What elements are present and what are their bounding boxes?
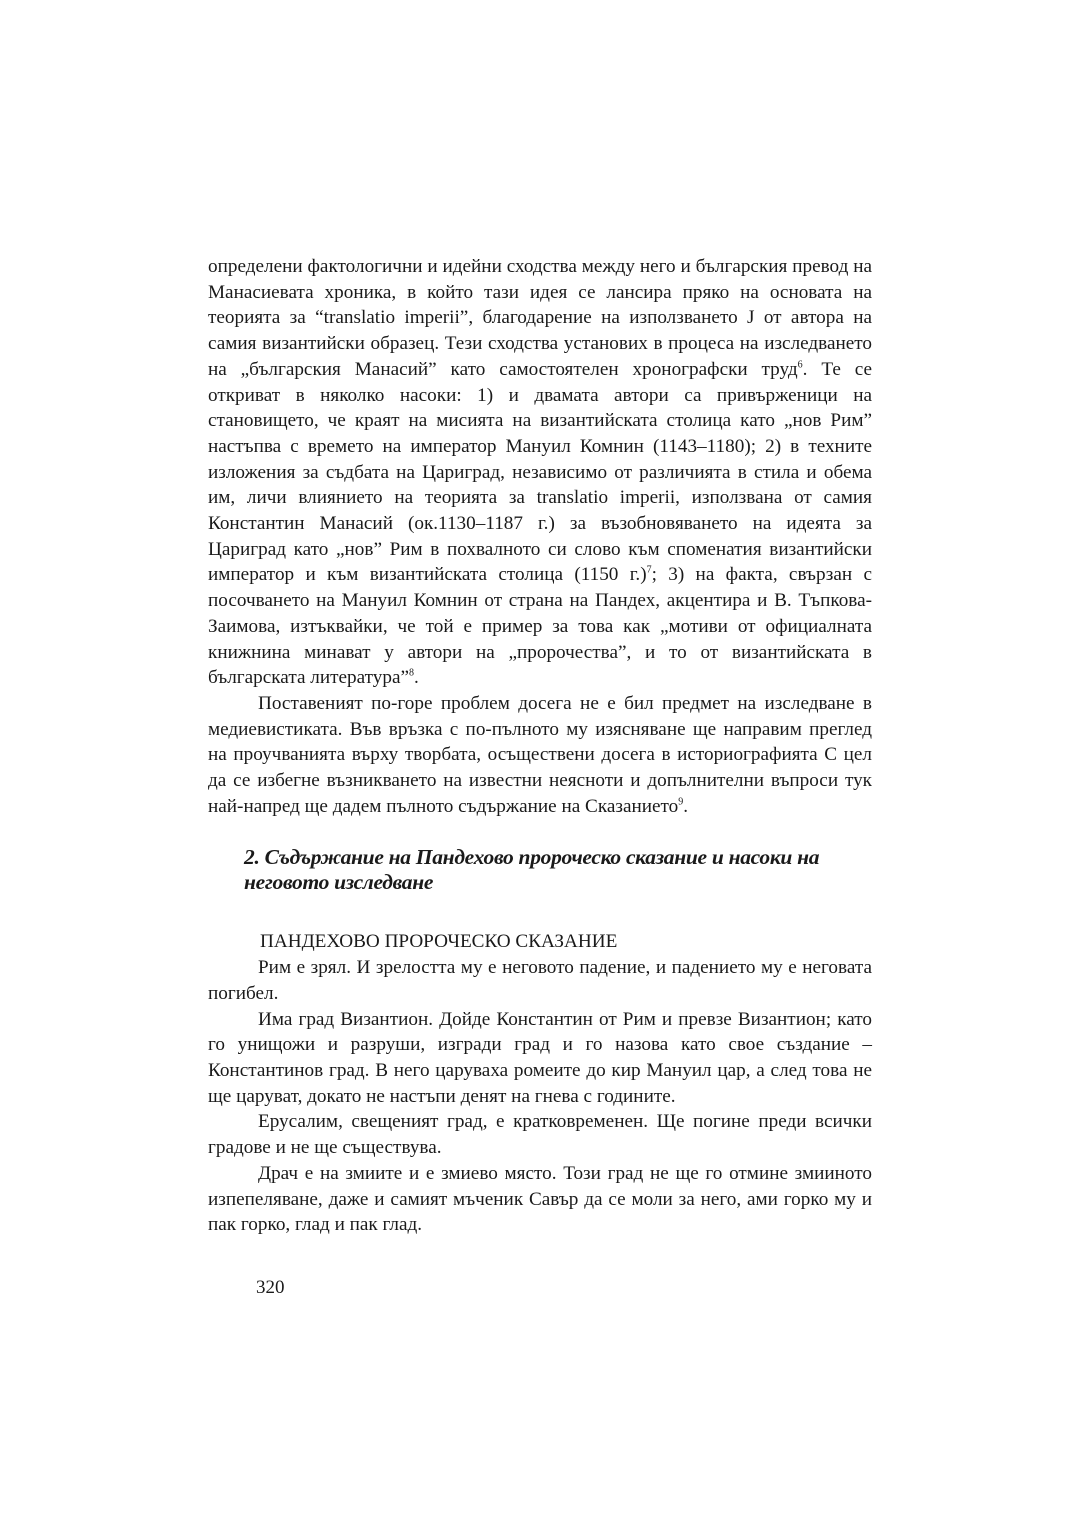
text-title: ПАНДЕХОВО ПРОРОЧЕСКО СКАЗАНИЕ	[260, 931, 618, 953]
paragraph: Има град Византион. Дойде Константин от Рим и превзе Византион; като го унищожи и разруши, изгради град и го назова като свое създание – Константинов град. В него царуваха ромеите до кир Мануил цар, а след това не ще царуват, докато не настъпи денят на гнева с годините.	[208, 1008, 872, 1107]
paragraph-continued	[208, 254, 872, 691]
footnote-ref-6[interactable]: 6	[797, 359, 803, 371]
paragraph-text: Поставеният по-горе проблем досега не е бил предмет на изследване в медиевистиката. Във връзка с по-пълното му изясняване ще направим преглед на проучванията върху творбата, осъществени досега в историографията С цел да се избегне възникването на известни неясноти и допълнителни въпроси тук най-напред ще дадем пълното съдържание на Сказанието	[208, 692, 872, 817]
section-heading: 2. Съдържание на Пандехово пророческо сказание и насоки на неговото изследване	[244, 845, 820, 895]
page-number: 320	[256, 1277, 285, 1298]
paragraph-text: определени фактологични и идейни сходства между него и българския превод на Манасиевата хроника, в който тази идея се лансира пряко на основата на теорията за “translatio imperii”, благодарение на използването Ј от автора на самия византийски образец. Тези сходства установих в процеса на изследването на „българския Манасий” като самостоятелен хронографски труд	[208, 256, 872, 380]
paragraph: Драч е на змиите и е змиево място. Този град не ще го отмине змииното изпепеляване, даже и самият мъченик Савър да се моли за него, ами горко му и пак горко, глад и пак глад.	[208, 1162, 872, 1236]
paragraph-text: .	[683, 795, 689, 817]
page-body	[208, 254, 872, 1238]
footnote-ref-9[interactable]: 9	[678, 796, 684, 808]
footnote-ref-7[interactable]: 7	[646, 565, 652, 577]
footnote-ref-8[interactable]: 8	[408, 667, 414, 679]
paragraph: Рим е зрял. И зрелостта му е неговото падение, и падението му е неговата погибел.	[208, 957, 872, 1004]
paragraph: Ерусалим, свещеният град, е кратковременен. Ще погине преди всички градове и не ще съществува.	[208, 1111, 872, 1159]
paragraph-text: ; 3) на факта, свързан с посочването на Мануил Комнин от страна на Пандех, акцентира и В. Тъпкова-Заимова, изтъквайки, че той е пример за това как „мотиви от официалната книжнина минават у автори на „пророчества”, и то от византийската в българската литература”	[208, 564, 872, 689]
paragraph-text: .	[413, 667, 419, 689]
paragraph	[208, 691, 872, 820]
paragraph-text: . Те се откриват в няколко насоки: 1) и двамата автори са привърженици на становището, че краят на мисията на византийската столица като „нов Рим” настъпва с времето на император Мануил Комнин (1143–1180); 2) в техните изложения за съдбата на Цариград, независимо от различията в стила и обема им, личи влиянието на теорията за translatio imperii, използвана от самия Константин Манасий (ок.1130–1187 г.) за възобновяването на идеята за Цариград като „нов” Рим в похвалното си слово към споменатия византийски император и към византийската столица (1150 г.)	[208, 358, 872, 586]
